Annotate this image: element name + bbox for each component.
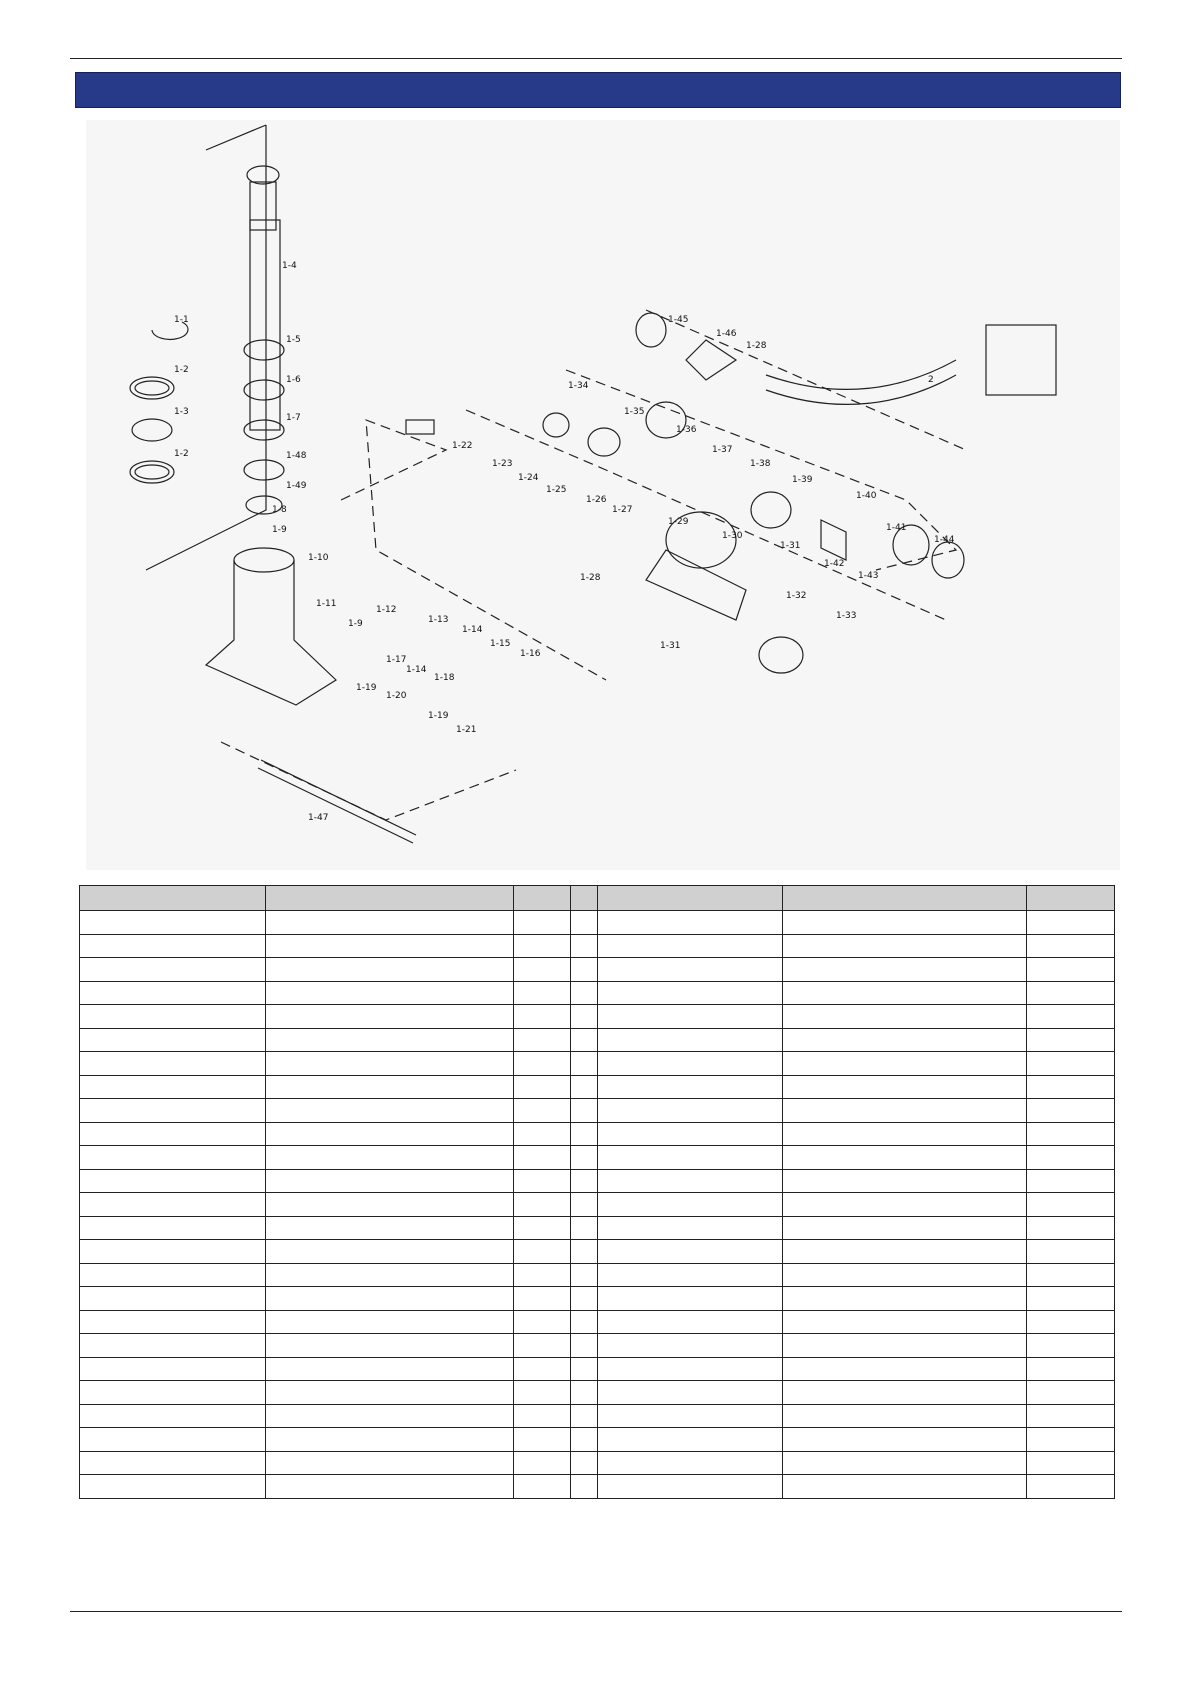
table-cell (1027, 1216, 1115, 1240)
table-cell (266, 1216, 514, 1240)
table-row (80, 1310, 1115, 1334)
table-cell (514, 1357, 571, 1381)
diagram-svg (86, 120, 1120, 870)
table-cell (1027, 1052, 1115, 1076)
table-cell (598, 1122, 783, 1146)
table-cell (598, 1451, 783, 1475)
exploded-parts-diagram (86, 120, 1120, 870)
table-cell (598, 1075, 783, 1099)
table-cell (598, 1428, 783, 1452)
table-cell (80, 1099, 266, 1123)
table-cell (783, 1428, 1027, 1452)
table-cell (1027, 1193, 1115, 1217)
table-cell (598, 1005, 783, 1029)
table-row (80, 981, 1115, 1005)
table-cell (80, 1216, 266, 1240)
table-cell (80, 1052, 266, 1076)
table-cell (266, 1169, 514, 1193)
table-cell (598, 1287, 783, 1311)
table-cell (783, 1451, 1027, 1475)
callout-label: 2 (928, 375, 934, 385)
table-cell (1027, 1334, 1115, 1358)
table-cell (598, 1381, 783, 1405)
table-cell (571, 1216, 598, 1240)
table-cell (598, 1169, 783, 1193)
table-cell (80, 1028, 266, 1052)
table-cell (514, 1428, 571, 1452)
table-cell (80, 1310, 266, 1334)
table-cell (571, 1052, 598, 1076)
callout-label: 1-15 (490, 639, 511, 649)
table-cell (571, 1287, 598, 1311)
table-cell (783, 1310, 1027, 1334)
table-cell (783, 1193, 1027, 1217)
table-cell (783, 1146, 1027, 1170)
callout-label: 1-37 (712, 445, 733, 455)
table-cell (266, 934, 514, 958)
table-cell (80, 1451, 266, 1475)
table-cell (514, 1122, 571, 1146)
table-cell (266, 1099, 514, 1123)
callout-label: 1-3 (174, 407, 189, 417)
table-row (80, 1169, 1115, 1193)
table-cell (1027, 934, 1115, 958)
table-cell (514, 934, 571, 958)
table-cell (514, 1404, 571, 1428)
table-cell (783, 1263, 1027, 1287)
table-cell (571, 1310, 598, 1334)
table-cell (514, 1052, 571, 1076)
table-cell (783, 1381, 1027, 1405)
table-row (80, 1146, 1115, 1170)
callout-label: 1-5 (286, 335, 301, 345)
table-cell (598, 1099, 783, 1123)
callout-label: 1-27 (612, 505, 633, 515)
table-cell (266, 1310, 514, 1334)
table-row (80, 934, 1115, 958)
table-cell (783, 1475, 1027, 1499)
table-cell (1027, 1404, 1115, 1428)
table-cell (266, 981, 514, 1005)
header-rule (70, 58, 1122, 59)
parts-table-body (80, 911, 1115, 1499)
table-cell (514, 1193, 571, 1217)
table-cell (571, 1357, 598, 1381)
table-cell (1027, 1287, 1115, 1311)
table-cell (266, 1122, 514, 1146)
table-cell (266, 1475, 514, 1499)
table-cell (783, 1052, 1027, 1076)
callout-label: 1-8 (272, 505, 287, 515)
section-title-bar (75, 72, 1121, 108)
table-cell (266, 1146, 514, 1170)
callout-label: 1-31 (660, 641, 681, 651)
table-cell (514, 1334, 571, 1358)
table-cell (598, 934, 783, 958)
table-cell (514, 1287, 571, 1311)
table-row (80, 1122, 1115, 1146)
table-row (80, 1099, 1115, 1123)
table-cell (571, 1122, 598, 1146)
table-row (80, 1193, 1115, 1217)
table-cell (571, 1005, 598, 1029)
callout-label: 1-36 (676, 425, 697, 435)
callout-label: 1-7 (286, 413, 301, 423)
callout-label: 1-4 (282, 261, 297, 271)
callout-label: 1-18 (434, 673, 455, 683)
table-cell (598, 1310, 783, 1334)
table-cell (266, 1075, 514, 1099)
callout-label: 1-28 (746, 341, 767, 351)
table-cell (783, 1099, 1027, 1123)
callout-label: 1-41 (886, 523, 907, 533)
callout-label: 1-24 (518, 473, 539, 483)
callout-label: 1-21 (456, 725, 477, 735)
callout-label: 1-22 (452, 441, 473, 451)
callout-label: 1-35 (624, 407, 645, 417)
table-cell (1027, 1381, 1115, 1405)
callout-label: 1-29 (668, 517, 689, 527)
table-cell (1027, 1005, 1115, 1029)
table-row (80, 1263, 1115, 1287)
callout-label: 1-12 (376, 605, 397, 615)
table-cell (80, 1428, 266, 1452)
table-cell (571, 911, 598, 935)
col-header (80, 886, 266, 911)
table-cell (1027, 1428, 1115, 1452)
table-row (80, 1451, 1115, 1475)
table-row (80, 1052, 1115, 1076)
table-cell (266, 1334, 514, 1358)
table-cell (514, 1381, 571, 1405)
table-cell (598, 958, 783, 982)
table-cell (783, 1075, 1027, 1099)
callout-label: 1-46 (716, 329, 737, 339)
table-cell (266, 1357, 514, 1381)
section-title (76, 81, 88, 98)
table-cell (80, 1381, 266, 1405)
table-cell (783, 958, 1027, 982)
table-row (80, 1240, 1115, 1264)
table-row (80, 1005, 1115, 1029)
table-cell (571, 1404, 598, 1428)
table-cell (571, 1075, 598, 1099)
callout-label: 1-1 (174, 315, 189, 325)
callout-label: 1-34 (568, 381, 589, 391)
table-cell (1027, 1240, 1115, 1264)
table-cell (571, 1428, 598, 1452)
callout-label: 1-10 (308, 553, 329, 563)
table-cell (571, 1451, 598, 1475)
table-cell (80, 911, 266, 935)
table-cell (1027, 1169, 1115, 1193)
table-cell (514, 1263, 571, 1287)
table-cell (598, 1028, 783, 1052)
table-cell (266, 1193, 514, 1217)
table-row (80, 1216, 1115, 1240)
table-cell (514, 1451, 571, 1475)
table-cell (783, 1028, 1027, 1052)
table-cell (571, 1381, 598, 1405)
table-cell (1027, 1146, 1115, 1170)
callout-label: 1-9 (348, 619, 363, 629)
table-cell (80, 1146, 266, 1170)
callout-label: 1-43 (858, 571, 879, 581)
table-cell (1027, 981, 1115, 1005)
callout-label: 1-2 (174, 365, 189, 375)
table-cell (266, 1428, 514, 1452)
table-cell (571, 1334, 598, 1358)
table-row (80, 1404, 1115, 1428)
col-header (266, 886, 514, 911)
table-cell (80, 1193, 266, 1217)
table-cell (598, 1240, 783, 1264)
table-cell (571, 958, 598, 982)
table-cell (571, 1263, 598, 1287)
table-cell (266, 1052, 514, 1076)
table-cell (266, 1028, 514, 1052)
table-row (80, 1334, 1115, 1358)
table-cell (571, 981, 598, 1005)
table-cell (1027, 1099, 1115, 1123)
table-cell (80, 1122, 266, 1146)
table-cell (1027, 958, 1115, 982)
table-cell (266, 911, 514, 935)
table-cell (514, 1005, 571, 1029)
table-cell (1027, 1075, 1115, 1099)
table-cell (80, 934, 266, 958)
callout-label: 1-23 (492, 459, 513, 469)
callout-label: 1-48 (286, 451, 307, 461)
callout-label: 1-49 (286, 481, 307, 491)
table-cell (571, 1169, 598, 1193)
table-row (80, 1357, 1115, 1381)
table-cell (266, 1451, 514, 1475)
callout-label: 1-20 (386, 691, 407, 701)
table-cell (783, 1404, 1027, 1428)
table-cell (783, 911, 1027, 935)
table-cell (514, 1099, 571, 1123)
table-cell (514, 911, 571, 935)
table-cell (514, 1028, 571, 1052)
table-row (80, 911, 1115, 935)
callout-label: 1-45 (668, 315, 689, 325)
col-header (783, 886, 1027, 911)
table-cell (571, 934, 598, 958)
table-cell (571, 1146, 598, 1170)
callout-label: 1-30 (722, 531, 743, 541)
table-cell (266, 958, 514, 982)
table-row (80, 1028, 1115, 1052)
col-header (598, 886, 783, 911)
table-cell (80, 1240, 266, 1264)
table-row (80, 1287, 1115, 1311)
table-cell (783, 1334, 1027, 1358)
callout-label: 1-32 (786, 591, 807, 601)
bracket-line (146, 125, 266, 570)
table-cell (598, 981, 783, 1005)
col-header (571, 886, 598, 911)
table-cell (1027, 1475, 1115, 1499)
callout-label: 1-40 (856, 491, 877, 501)
table-row (80, 1075, 1115, 1099)
callout-labels (174, 261, 955, 823)
table-cell (80, 1005, 266, 1029)
table-cell (783, 1240, 1027, 1264)
table-cell (80, 1075, 266, 1099)
table-cell (571, 1028, 598, 1052)
table-cell (80, 1287, 266, 1311)
callout-label: 1-14 (462, 625, 483, 635)
table-cell (571, 1193, 598, 1217)
table-cell (514, 1240, 571, 1264)
table-cell (80, 1263, 266, 1287)
col-header (1027, 886, 1115, 911)
callout-label: 1-47 (308, 813, 329, 823)
callout-label: 1-14 (406, 665, 427, 675)
footer-rule (70, 1611, 1122, 1612)
table-cell (1027, 1310, 1115, 1334)
callout-label: 1-9 (272, 525, 287, 535)
table-cell (571, 1099, 598, 1123)
table-cell (514, 1169, 571, 1193)
callout-label: 1-25 (546, 485, 567, 495)
table-cell (266, 1287, 514, 1311)
callout-label: 1-42 (824, 559, 845, 569)
table-cell (514, 981, 571, 1005)
callout-label: 1-16 (520, 649, 541, 659)
table-cell (783, 1169, 1027, 1193)
table-cell (598, 1146, 783, 1170)
callout-label: 1-17 (386, 655, 407, 665)
callout-label: 1-33 (836, 611, 857, 621)
table-row (80, 1475, 1115, 1499)
table-cell (266, 1381, 514, 1405)
callout-label: 1-13 (428, 615, 449, 625)
table-cell (598, 1404, 783, 1428)
callout-label: 1-38 (750, 459, 771, 469)
table-cell (80, 1169, 266, 1193)
table-cell (571, 1240, 598, 1264)
table-cell (514, 1216, 571, 1240)
table-cell (266, 1005, 514, 1029)
table-cell (266, 1404, 514, 1428)
callout-label: 1-39 (792, 475, 813, 485)
callout-label: 1-11 (316, 599, 337, 609)
table-cell (783, 1357, 1027, 1381)
table-cell (1027, 911, 1115, 935)
callout-label: 1-44 (934, 535, 955, 545)
parts-table (79, 885, 1115, 1499)
callout-label: 1-28 (580, 573, 601, 583)
table-cell (598, 1475, 783, 1499)
table-cell (571, 1475, 598, 1499)
table-cell (80, 1357, 266, 1381)
table-cell (783, 1287, 1027, 1311)
table-cell (598, 1193, 783, 1217)
table-row (80, 1381, 1115, 1405)
callout-label: 1-6 (286, 375, 301, 385)
callout-label: 1-31 (780, 541, 801, 551)
table-cell (598, 1263, 783, 1287)
table-cell (783, 1216, 1027, 1240)
table-cell (514, 1310, 571, 1334)
table-cell (598, 911, 783, 935)
table-cell (598, 1334, 783, 1358)
table-cell (1027, 1263, 1115, 1287)
table-cell (1027, 1357, 1115, 1381)
table-cell (266, 1240, 514, 1264)
table-cell (598, 1357, 783, 1381)
table-cell (80, 1404, 266, 1428)
table-cell (783, 1005, 1027, 1029)
table-cell (783, 1122, 1027, 1146)
table-cell (514, 1075, 571, 1099)
table-cell (783, 934, 1027, 958)
callout-label: 1-26 (586, 495, 607, 505)
callout-label: 1-19 (356, 683, 377, 693)
table-cell (266, 1263, 514, 1287)
table-cell (514, 958, 571, 982)
table-cell (1027, 1451, 1115, 1475)
table-cell (598, 1052, 783, 1076)
table-row (80, 958, 1115, 982)
table-cell (598, 1216, 783, 1240)
table-row (80, 1428, 1115, 1452)
col-header (514, 886, 571, 911)
callout-label: 1-2 (174, 449, 189, 459)
table-cell (514, 1475, 571, 1499)
parts-table-header (80, 886, 1115, 911)
table-cell (783, 981, 1027, 1005)
table-cell (80, 1475, 266, 1499)
table-cell (1027, 1122, 1115, 1146)
table-cell (514, 1146, 571, 1170)
table-cell (80, 981, 266, 1005)
table-cell (1027, 1028, 1115, 1052)
callout-label: 1-19 (428, 711, 449, 721)
table-cell (80, 958, 266, 982)
table-cell (80, 1334, 266, 1358)
